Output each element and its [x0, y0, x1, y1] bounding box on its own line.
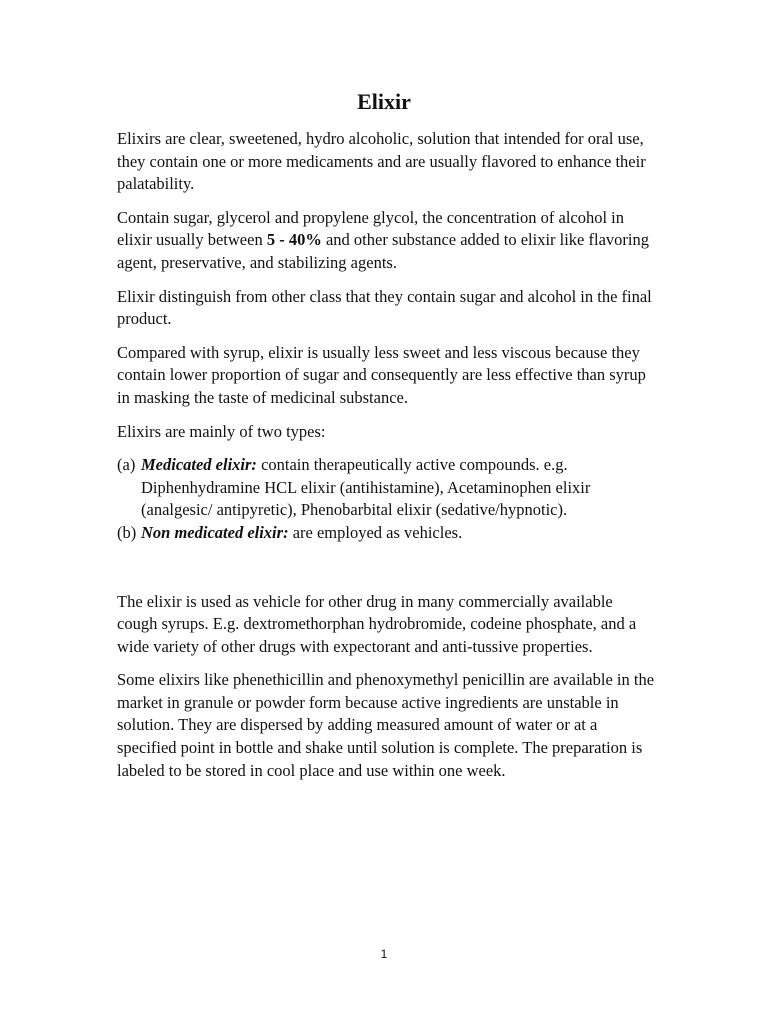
list-item: [117, 454, 657, 522]
paragraph-definition: Elixirs are clear, sweetened, hydro alcoholic, solution that intended for oral use, they contain one or more medicaments and are usually flavored to enhance their palatability.: [117, 129, 646, 194]
page-number: 1: [380, 947, 388, 961]
list-item-term: Medicated elixir:: [141, 455, 257, 475]
paragraph-powder-form: Some elixirs like phenethicillin and phenoxymethyl penicillin are available in the market in granule or powder form because active ingredients are unstable in solution. They are dispersed by adding measured amount of water or at a specified point in bottle and shake until solution is complete. The preparation is labeled to be stored in cool place and use within one week.: [117, 670, 655, 780]
list-marker: (a): [117, 455, 136, 475]
list-item-content: [141, 522, 657, 545]
paragraph-distinction: Elixir distinguish from other class that they contain sugar and alcohol in the final product.: [117, 286, 652, 329]
list-marker: (b): [117, 522, 137, 542]
list-item-text: contain therapeutically active compounds. e.g. Diphenhydramine HCL elixir (antihistamine), Acetaminophen elixir (analgesic/ antipyretic), Phenobarbital elixir (sedative/hypnotic).: [141, 455, 591, 520]
list-item-content: [141, 454, 657, 522]
list-item-text: are employed as vehicles.: [288, 522, 463, 542]
composition-text-after: and other substance added to elixir like flavoring agent, preservative, and stabilizing agents.: [117, 230, 649, 272]
document-body: [117, 128, 657, 793]
paragraph-composition: [117, 207, 657, 275]
composition-text-before: Contain sugar, glycerol and propylene glycol, the concentration of alcohol in elixir usually between: [117, 207, 625, 250]
page-title: Elixir: [357, 89, 411, 114]
paragraph-vehicle-use: The elixir is used as vehicle for other drug in many commercially available cough syrups. E.g. dextromethorphan hydrobromide, codeine phosphate, and a wide variety of other drugs with expectorant and anti-tussive properties.: [117, 591, 637, 656]
elixir-types-list: [117, 454, 657, 544]
paragraph-types-intro: Elixirs are mainly of two types:: [117, 421, 326, 441]
list-item: [117, 522, 657, 545]
paragraph-syrup-comparison: Compared with syrup, elixir is usually less sweet and less viscous because they contain lower proportion of sugar and consequently are less effective than syrup in masking the taste of medicinal substance.: [117, 342, 646, 407]
section-gap: [117, 545, 657, 591]
list-item-term: Non medicated elixir:: [141, 522, 289, 542]
alcohol-range: 5 - 40%: [266, 230, 322, 250]
